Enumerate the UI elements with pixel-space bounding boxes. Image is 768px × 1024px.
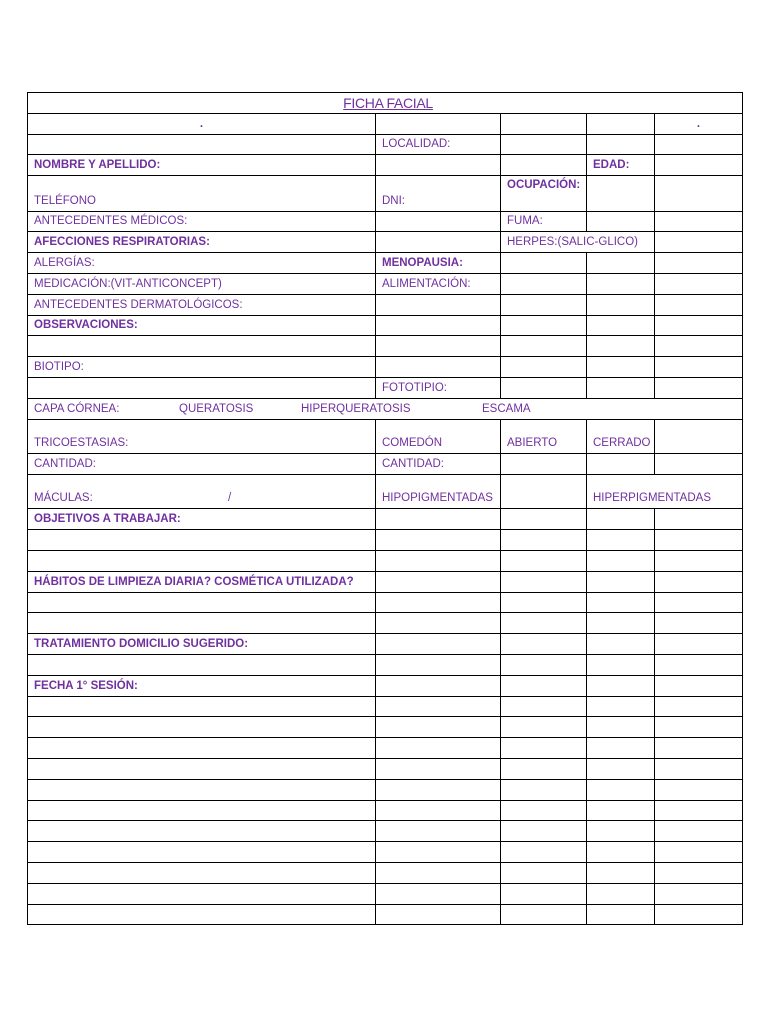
session-cell[interactable] (655, 883, 743, 904)
hiperpigmentadas-label: HIPERPIGMENTADAS (587, 474, 743, 509)
session-cell[interactable] (587, 883, 655, 904)
blank-cell[interactable] (501, 634, 587, 655)
session-cell[interactable] (376, 863, 501, 884)
blank-cell[interactable] (587, 675, 655, 696)
localidad-field[interactable] (501, 134, 587, 155)
blank-cell[interactable] (376, 551, 501, 572)
session-cell[interactable] (376, 759, 501, 780)
blank-cell[interactable] (655, 530, 743, 551)
fototipio-field[interactable] (501, 378, 587, 399)
dot-marker-left: . (28, 113, 376, 134)
blank-cell[interactable] (501, 530, 587, 551)
ocupacion-label: OCUPACIÓN: (501, 176, 587, 212)
blank-cell[interactable] (587, 613, 655, 634)
session-cell[interactable] (28, 779, 376, 800)
blank-cell[interactable] (376, 530, 501, 551)
telefono-label: TELÉFONO (28, 176, 376, 212)
habitos-label: HÁBITOS DE LIMPIEZA DIARIA? COSMÉTICA UTILIZADA? (28, 571, 376, 592)
blank-cell[interactable] (501, 113, 587, 134)
blank-cell[interactable] (655, 419, 743, 454)
fototipio-label: FOTOTIPIO: (376, 378, 501, 399)
blank-cell[interactable] (501, 551, 587, 572)
antecedentes-dermato-field[interactable] (376, 294, 501, 315)
session-cell[interactable] (376, 800, 501, 821)
blank-cell[interactable] (28, 655, 376, 676)
blank-cell[interactable] (587, 336, 655, 357)
cantidad-field[interactable] (501, 454, 587, 475)
afecciones-label: AFECCIONES RESPIRATORIAS: (28, 232, 376, 253)
blank-cell[interactable] (587, 571, 655, 592)
session-cell[interactable] (501, 883, 587, 904)
session-cell[interactable] (376, 904, 501, 925)
session-cell[interactable] (655, 904, 743, 925)
session-cell[interactable] (501, 842, 587, 863)
blank-cell[interactable] (501, 571, 587, 592)
blank-cell[interactable] (28, 134, 376, 155)
session-cell[interactable] (501, 821, 587, 842)
medicacion-label: MEDICACIÓN:(VIT-ANTICONCEPT) (28, 274, 376, 295)
blank-cell[interactable] (501, 675, 587, 696)
blank-cell[interactable] (587, 378, 655, 399)
session-cell[interactable] (655, 821, 743, 842)
alimentacion-label: ALIMENTACIÓN: (376, 274, 501, 295)
antecedentes-medicos-label: ANTECEDENTES MÉDICOS: (28, 211, 376, 232)
cerrado-option[interactable]: CERRADO (587, 419, 655, 454)
session-cell[interactable] (501, 863, 587, 884)
fuma-label: FUMA: (501, 211, 587, 232)
session-cell[interactable] (655, 696, 743, 717)
blank-cell[interactable] (587, 357, 655, 378)
blank-cell[interactable] (655, 655, 743, 676)
herpes-label: HERPES:(SALIC-GLICO) (501, 232, 655, 253)
session-cell[interactable] (655, 779, 743, 800)
blank-cell[interactable] (587, 634, 655, 655)
blank-cell[interactable] (655, 378, 743, 399)
cantidad-label-mid: CANTIDAD: (376, 454, 501, 475)
blank-cell[interactable] (587, 294, 655, 315)
session-cell[interactable] (376, 779, 501, 800)
session-cell[interactable] (28, 759, 376, 780)
blank-cell[interactable] (376, 655, 501, 676)
session-cell[interactable] (587, 842, 655, 863)
biotipo-label: BIOTIPO: (28, 357, 376, 378)
blank-cell[interactable] (655, 336, 743, 357)
session-cell[interactable] (28, 821, 376, 842)
blank-cell[interactable] (376, 571, 501, 592)
cantidad-label-left: CANTIDAD: (28, 454, 376, 475)
maculas-slash: / (228, 492, 232, 505)
blank-cell[interactable] (376, 509, 501, 530)
blank-cell[interactable] (655, 571, 743, 592)
blank-cell[interactable] (655, 315, 743, 336)
blank-cell[interactable] (376, 613, 501, 634)
capa-cornea-row (28, 398, 743, 419)
blank-cell[interactable] (587, 530, 655, 551)
dot-marker-right: . (655, 113, 743, 134)
session-cell[interactable] (587, 821, 655, 842)
blank-cell[interactable] (655, 551, 743, 572)
session-cell[interactable] (587, 779, 655, 800)
blank-cell[interactable] (501, 613, 587, 634)
blank-cell[interactable] (587, 274, 655, 295)
session-cell[interactable] (587, 717, 655, 738)
antecedentes-dermato-label: ANTECEDENTES DERMATOLÓGICOS: (28, 294, 376, 315)
session-cell[interactable] (376, 717, 501, 738)
blank-cell[interactable] (587, 655, 655, 676)
session-cell[interactable] (28, 738, 376, 759)
escama-option[interactable]: ESCAMA (482, 402, 531, 415)
fecha-sesion-label: FECHA 1° SESIÓN: (28, 675, 376, 696)
capa-cornea-label: CAPA CÓRNEA: (34, 402, 120, 415)
herpes-field[interactable] (655, 232, 743, 253)
session-cell[interactable] (501, 717, 587, 738)
queratosis-option[interactable]: QUERATOSIS (179, 402, 254, 415)
blank-cell[interactable] (655, 454, 743, 475)
session-cell[interactable] (501, 738, 587, 759)
session-cell[interactable] (28, 717, 376, 738)
menopausia-field[interactable] (501, 253, 587, 274)
hipopigmentadas-label: HIPOPIGMENTADAS (376, 474, 501, 509)
session-cell[interactable] (587, 904, 655, 925)
session-cell[interactable] (28, 863, 376, 884)
blank-cell[interactable] (655, 675, 743, 696)
blank-cell[interactable] (501, 155, 587, 176)
session-cell[interactable] (501, 759, 587, 780)
blank-cell[interactable] (587, 253, 655, 274)
session-cell[interactable] (587, 738, 655, 759)
maculas-cell (28, 474, 376, 509)
blank-cell[interactable] (587, 134, 655, 155)
blank-cell[interactable] (587, 315, 655, 336)
session-cell[interactable] (376, 842, 501, 863)
session-cell[interactable] (376, 883, 501, 904)
session-cell[interactable] (587, 800, 655, 821)
blank-cell[interactable] (655, 634, 743, 655)
session-cell[interactable] (376, 821, 501, 842)
blank-cell[interactable] (655, 613, 743, 634)
session-cell[interactable] (28, 696, 376, 717)
blank-cell[interactable] (587, 592, 655, 613)
blank-cell[interactable] (587, 551, 655, 572)
blank-cell[interactable] (501, 336, 587, 357)
session-cell[interactable] (655, 800, 743, 821)
dni-label: DNI: (376, 176, 501, 212)
session-cell[interactable] (501, 800, 587, 821)
nombre-label: NOMBRE Y APELLIDO: (28, 155, 376, 176)
blank-cell[interactable] (655, 211, 743, 232)
abierto-option[interactable]: ABIERTO (501, 419, 587, 454)
session-cell[interactable] (376, 696, 501, 717)
blank-cell[interactable] (376, 675, 501, 696)
session-cell[interactable] (655, 863, 743, 884)
session-cell[interactable] (587, 696, 655, 717)
blank-cell[interactable] (501, 509, 587, 530)
observaciones-label: OBSERVACIONES: (28, 315, 376, 336)
objetivos-label: OBJETIVOS A TRABAJAR: (28, 509, 376, 530)
blank-cell[interactable] (28, 530, 376, 551)
blank-cell[interactable] (28, 336, 376, 357)
menopausia-label: MENOPAUSIA: (376, 253, 501, 274)
blank-cell[interactable] (28, 551, 376, 572)
session-cell[interactable] (501, 696, 587, 717)
session-cell[interactable] (587, 863, 655, 884)
blank-cell[interactable] (501, 592, 587, 613)
blank-cell[interactable] (28, 592, 376, 613)
blank-cell[interactable] (501, 315, 587, 336)
blank-cell[interactable] (376, 113, 501, 134)
session-cell[interactable] (501, 779, 587, 800)
afecciones-field[interactable] (376, 232, 501, 253)
session-cell[interactable] (501, 904, 587, 925)
facial-form-table (27, 92, 743, 925)
session-cell[interactable] (655, 738, 743, 759)
blank-cell[interactable] (587, 509, 655, 530)
blank-cell[interactable] (587, 113, 655, 134)
blank-cell[interactable] (655, 134, 743, 155)
alergias-label: ALERGÍAS: (28, 253, 376, 274)
antecedentes-medicos-field[interactable] (376, 211, 501, 232)
blank-cell[interactable] (28, 378, 376, 399)
ocupacion-field[interactable] (587, 176, 655, 212)
session-cell[interactable] (655, 842, 743, 863)
session-cell[interactable] (28, 800, 376, 821)
edad-label: EDAD: (587, 155, 655, 176)
blank-cell[interactable] (376, 336, 501, 357)
blank-cell[interactable] (376, 634, 501, 655)
fuma-field[interactable] (587, 211, 655, 232)
nombre-field[interactable] (376, 155, 501, 176)
session-cell[interactable] (28, 883, 376, 904)
blank-cell[interactable] (28, 613, 376, 634)
blank-cell[interactable] (655, 294, 743, 315)
blank-cell[interactable] (587, 454, 655, 475)
session-cell[interactable] (28, 904, 376, 925)
blank-cell[interactable] (655, 592, 743, 613)
blank-cell[interactable] (655, 274, 743, 295)
blank-cell[interactable] (655, 176, 743, 212)
hiperqueratosis-option[interactable]: HIPERQUERATOSIS (301, 402, 411, 415)
localidad-label: LOCALIDAD: (376, 134, 501, 155)
session-cell[interactable] (28, 842, 376, 863)
session-cell[interactable] (655, 759, 743, 780)
form-title: FICHA FACIAL (28, 93, 743, 114)
blank-cell[interactable] (501, 357, 587, 378)
session-cell[interactable] (655, 717, 743, 738)
edad-field[interactable] (655, 155, 743, 176)
tricoestasias-label: TRICOESTASIAS: (28, 419, 376, 454)
maculas-label: MÁCULAS: (34, 492, 93, 505)
session-cell[interactable] (376, 738, 501, 759)
session-cell[interactable] (587, 759, 655, 780)
observaciones-field[interactable] (376, 315, 501, 336)
blank-cell[interactable] (501, 655, 587, 676)
hipopigmentadas-field[interactable] (501, 474, 587, 509)
tratamiento-label: TRATAMIENTO DOMICILIO SUGERIDO: (28, 634, 376, 655)
blank-cell[interactable] (655, 357, 743, 378)
blank-cell[interactable] (655, 253, 743, 274)
comedon-label: COMEDÓN (376, 419, 501, 454)
alimentacion-field[interactable] (501, 274, 587, 295)
biotipo-field[interactable] (376, 357, 501, 378)
blank-cell[interactable] (376, 592, 501, 613)
blank-cell[interactable] (655, 509, 743, 530)
blank-cell[interactable] (501, 294, 587, 315)
